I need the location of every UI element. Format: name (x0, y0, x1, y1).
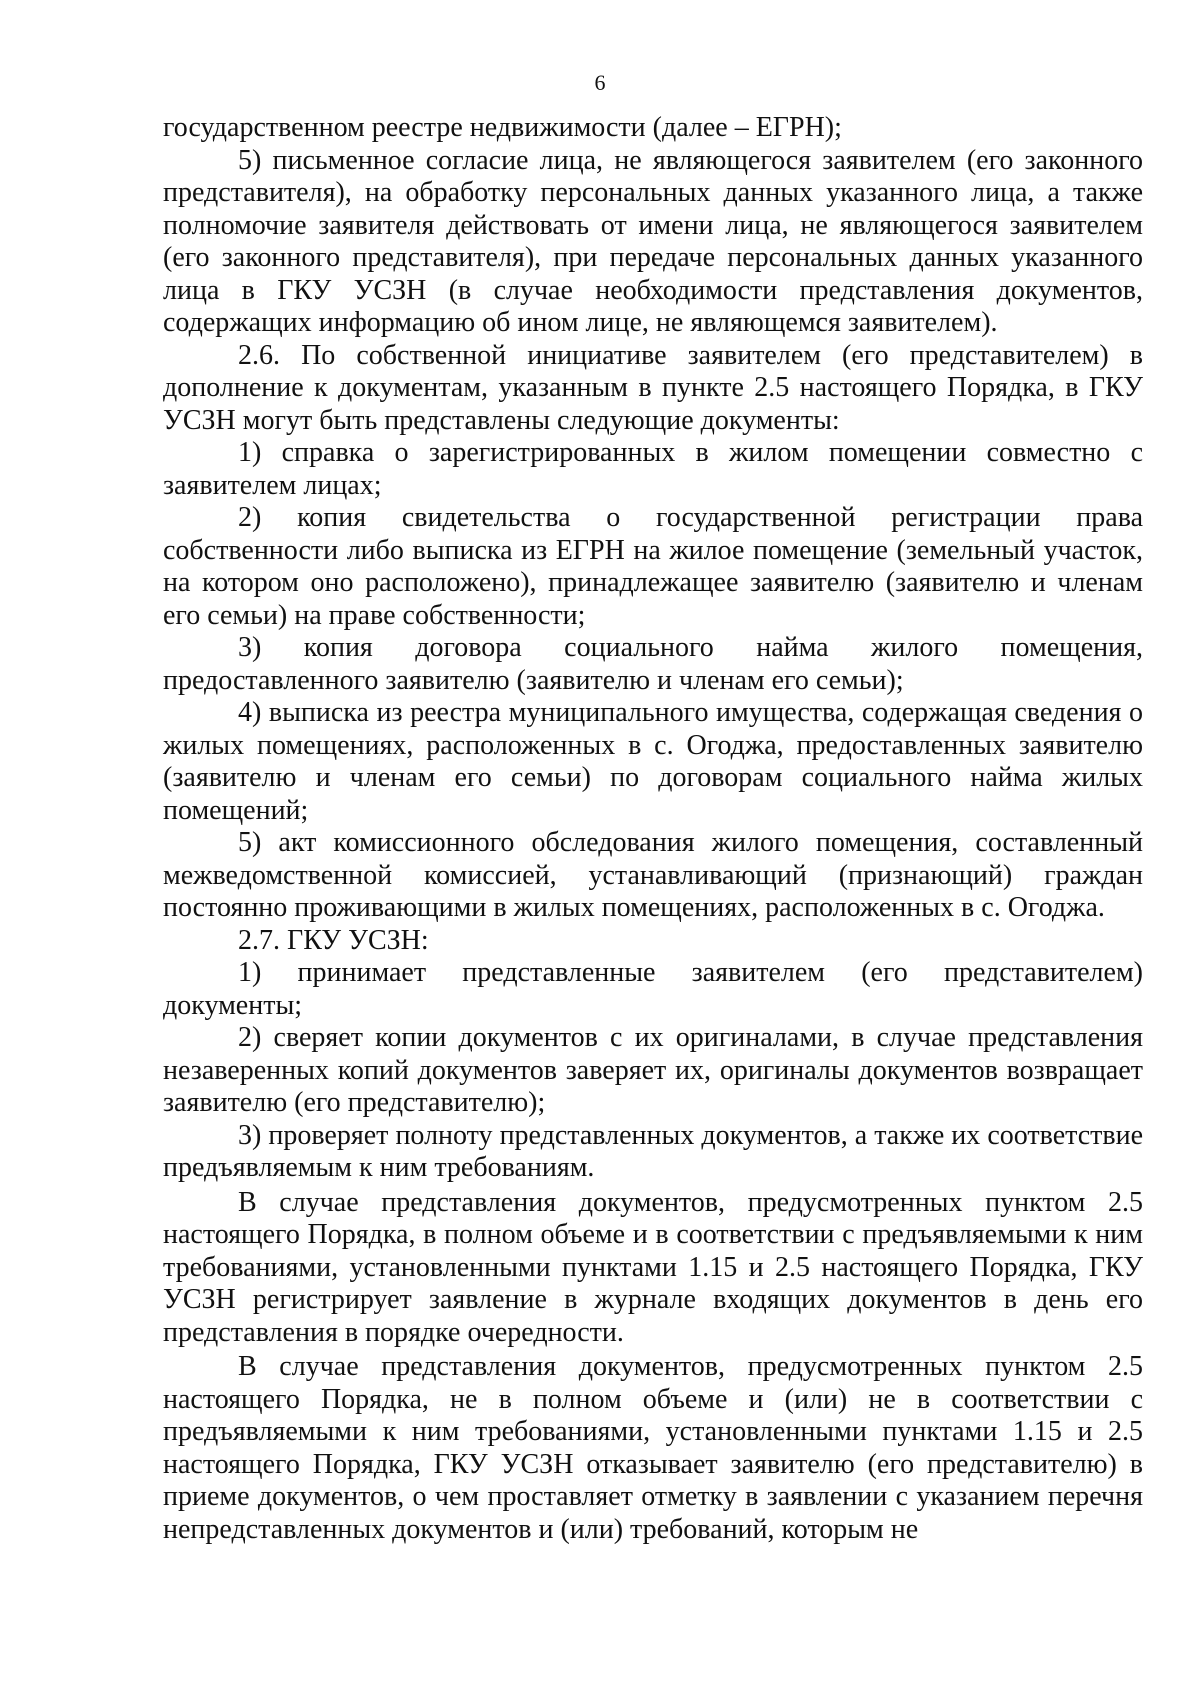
paragraph-2-7-item-2: 2) сверяет копии документов с их оригиналами, в случае представления незаверенных копий документов заверяет их, оригиналы документов возвращает заявителю (его представителю); (163, 1022, 1143, 1118)
paragraph-egrn-continuation: государственном реестре недвижимости (далее – ЕГРН); (163, 112, 842, 143)
paragraph-item-5-consent: 5) письменное согласие лица, не являющегося заявителем (его законного представителя), на обработку персональных данных указанного лица, а также полномочие заявителя действовать от имени лица, не являющегося заявителем (его законного представителя), при передаче персональных данных указанного лица в ГКУ УСЗН (в случае необходимости представления документов, содержащих информацию об ином лице, не являющемся заявителем). (163, 144, 1143, 338)
document-body (163, 112, 1143, 1546)
paragraph-incomplete-documents-case: В случае представления документов, предусмотренных пунктом 2.5 настоящего Порядка, не в полном объеме и (или) не в соответствии с предъявляемыми к ним требованиями, установленными пунктами 1.15 и 2.5 настоящего Порядка, ГКУ УСЗН отказывает заявителю (его представителю) в приеме документов, о чем проставляет отметку в заявлении с указанием перечня непредставленных документов и (или) требований, которым не (163, 1351, 1143, 1545)
paragraph-2-6-item-2: 2) копия свидетельства о государственной регистрации права собственности либо выписка из ЕГРН на жилое помещение (земельный участок, на котором оно расположено), принадлежащее заявителю (заявителю и членам его семьи) на праве собственности; (163, 502, 1143, 631)
paragraph-2-6-item-4: 4) выписка из реестра муниципального имущества, содержащая сведения о жилых помещениях, расположенных в с. Огоджа, предоставленных заявителю (заявителю и членам его семьи) по договорам социального найма жилых помещений; (163, 697, 1143, 826)
paragraph-2-6-item-3: 3) копия договора социального найма жилого помещения, предоставленного заявителю (заявителю и членам его семьи); (163, 632, 1143, 696)
paragraph-2-7-heading: 2.7. ГКУ УСЗН: (238, 924, 429, 956)
paragraph-2-6-item-5: 5) акт комиссионного обследования жилого помещения, составленный межведомственной комиссией, устанавливающий (признающий) граждан постоянно проживающими в жилых помещениях, расположенных в с. Огоджа. (163, 827, 1143, 923)
paragraph-2-6-item-1: 1) справка о зарегистрированных в жилом помещении совместно с заявителем лицах; (163, 437, 1143, 501)
paragraph-2-7-item-1: 1) принимает представленные заявителем (его представителем) документы; (163, 957, 1143, 1021)
page-number: 6 (594, 70, 606, 95)
paragraph-2-7-item-3: 3) проверяет полноту представленных документов, а также их соответствие предъявляемым к ним требованиям. (163, 1119, 1143, 1183)
paragraph-2-6: 2.6. По собственной инициативе заявителем (его представителем) в дополнение к документам, указанным в пункте 2.5 настоящего Порядка, в ГКУ УСЗН могут быть представлены следующие документы: (163, 339, 1143, 436)
paragraph-full-documents-case: В случае представления документов, предусмотренных пунктом 2.5 настоящего Порядка, в полном объеме и в соответствии с предъявляемыми к ним требованиями, установленными пунктами 1.15 и 2.5 настоящего Порядка, ГКУ УСЗН регистрирует заявление в журнале входящих документов в день его представления в порядке очередности. (163, 1186, 1143, 1348)
